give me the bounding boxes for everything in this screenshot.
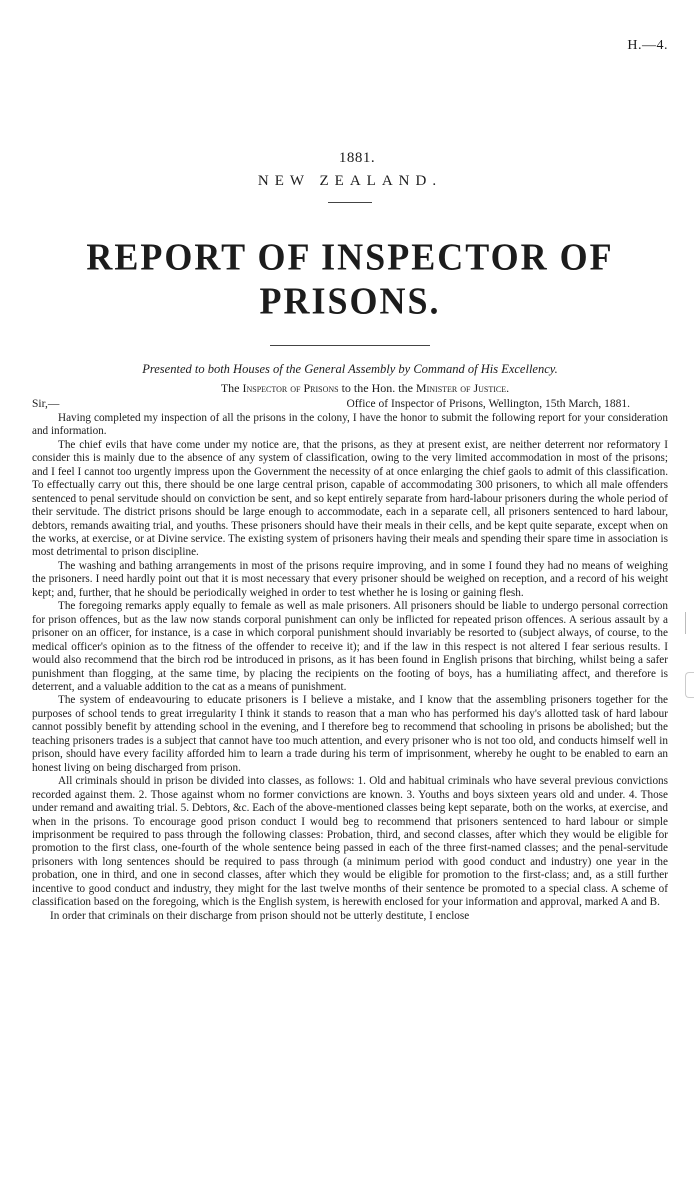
salutation-row: [32, 398, 668, 411]
address-from: Inspector of Prisons: [242, 381, 339, 395]
margin-bracket-mark: [685, 672, 694, 698]
paragraph: The system of endeavouring to educate prisoners is I believe a mistake, and I know that the assembling prisoners together for the purposes of school tends to great irregularity I think it stands to reason that a man who has performed his day's allotted task of hard labour cannot possibly benefit by attending school in the evening, and I therefore beg to recommend that schooling in prisons be abolished; but the teaching prisoners trades is a subject that cannot have too much attention, and every prisoner who is not too old, and conducts himself well in prison, should have every facility afforded him to learn a trade during his term of imprisonment, whereby he ought to be enabled to earn an honest living on being discharged from prison.: [32, 694, 668, 774]
paragraph: All criminals should in prison be divided into classes, as follows: 1. Old and habitual criminals who have several previous convictions recorded against them. 2. Those against whom no former convictions are known. 3. Youths and boys sixteen years old and under. 4. Those under remand and awaiting trial. 5. Debtors, &c. Each of the above-mentioned classes being kept separate, both on the works, at exercise, and when in the prisons. To encourage good prison conduct I would beg to recommend that prisoners sentenced to hard labour or simple imprisonment be required to pass through the following classes: Probation, third, and second classes, after which they would be eligible for promotion to the first class, one-fourth of the whole sentence being passed in each of the three first-named classes; and the penal-servitude prisoners with long sentences should be required to pass through (a minimum period with good conduct and industry) one year in the probation, one in third, and one in second classes, after which they would be eligible for promotion to the first-class; and, as a still further incentive to good conduct and industry, they might for the last twelve months of their sentence be promoted to a special class. A scheme of classification based on the foregoing, which is the English system, is herewith enclosed for your information and approval, marked A and B.: [32, 775, 668, 909]
page-reference: H.—4.: [627, 38, 668, 53]
paragraph: In order that criminals on their discharge from prison should not be utterly destitute, I enclose: [50, 909, 470, 922]
address-pre: The: [220, 381, 243, 395]
office-dateline: Office of Inspector of Prisons, Wellington, 15th March, 1881.: [346, 398, 630, 411]
letter-address-line: [32, 382, 668, 395]
title-divider: [270, 345, 430, 346]
document-header: [0, 150, 700, 377]
paragraph: The chief evils that have come under my notice are, that the prisons, as they at present exist, are neither deterrent nor reformatory I consider this is mainly due to the absence of any system of classification, owing to the very limited accommodation in most of the prisons; and I feel I cannot too urgently impress upon the Government the necessity of at once enlarging the chief gaols to admit of this classification. To effectually carry out this, there should be one large central prison, capable of accommodating 300 prisoners, to which all male offenders sentenced to penal servitude should on conviction be sent, and so kept entirely separate from hard-labour prisoners during the whole period of their servitude. The district prisons should be large enough to accommodate, each in a separate cell, all prisoners sentenced to hard labour, debtors, remands awaiting trial, and youths. These prisoners should have their meals in their cells, and be kept quite separate, except when on the works, at exercise, or at Divine service. The existing system of prisoners having their meals and spending their spare time in association is most detrimental to prison discipline.: [32, 438, 668, 559]
header-divider: [328, 202, 372, 203]
document-title: REPORT OF INSPECTOR OF PRISONS.: [86, 235, 614, 323]
address-to: Minister of Justice: [415, 381, 507, 395]
paragraph: The foregoing remarks apply equally to female as well as male prisoners. All prisoners should be liable to undergo personal correction for prison offences, but as the law now stands corporal punishment can only be inflicted for repeated prison offences. A serious assault by a prisoner on an officer, for instance, is a case in which corporal punishment should invariably be resorted to (subject always, of course, to the medical officer's opinion as to the fitness of the offender to receive it); and if the law in this respect is not altered I fear serious results. I would also recommend that the birch rod be introduced in prisons, as it has been found in English prisons that birching, whilst being a safer punishment than flogging, at the same time, by placing the recipients on the footing of boys, has a humiliating affect, and therefore is deterrent, and a valuable addition to the cat as a means of punishment.: [32, 600, 668, 693]
address-mid: to the Hon. the: [338, 381, 416, 395]
address-end: .: [506, 381, 510, 395]
paragraph: The washing and bathing arrangements in most of the prisons require improving, and in some I found they had no means of weighing the prisoners. I need hardly point out that it is most necessary that every prisoner should be weighed on reception, and a record of his weight kept; and, further, that he should be periodically weighed in order to test whether he is losing or gaining flesh.: [32, 559, 668, 599]
margin-mark: [685, 612, 692, 634]
salutation: Sir,—: [32, 398, 60, 411]
letter-body: [32, 382, 668, 923]
paragraph: Having completed my inspection of all the prisons in the colony, I have the honor to submit the following report for your consideration and information.: [32, 411, 668, 438]
document-year: 1881.: [338, 150, 376, 166]
presented-line: Presented to both Houses of the General Assembly by Command of His Excellency.: [142, 362, 558, 376]
document-country: NEW ZEALAND.: [257, 173, 443, 189]
